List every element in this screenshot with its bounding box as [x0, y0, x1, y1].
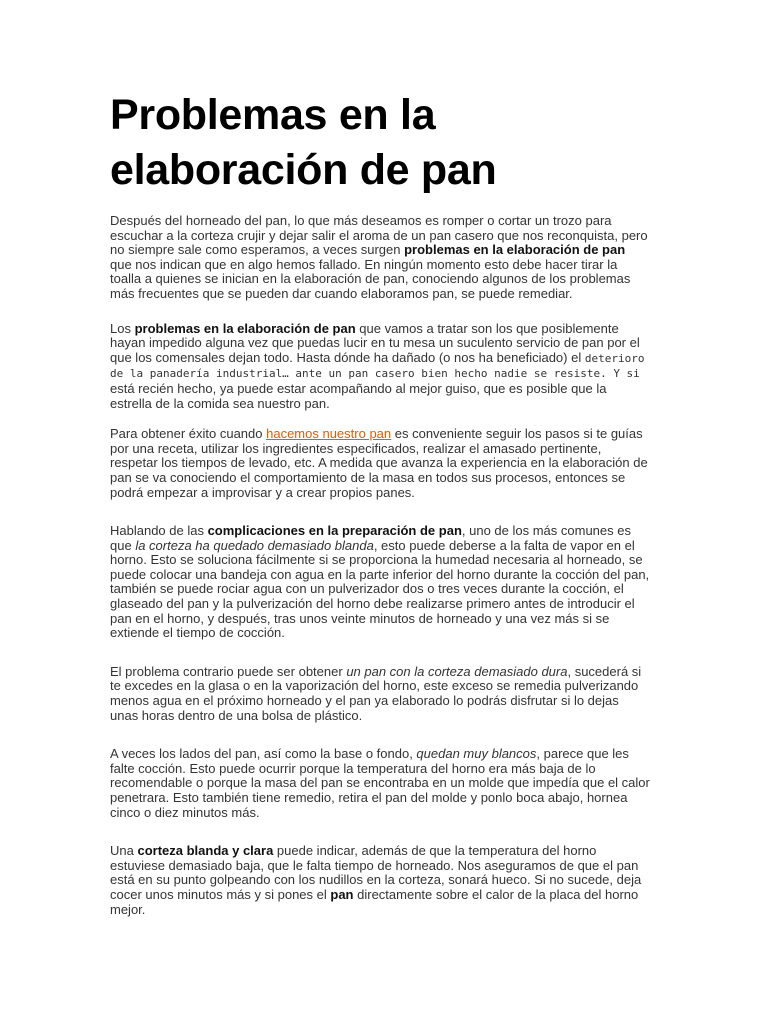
text-run: que nos indican que en algo hemos fallado. En ningún momento esto debe hacer tirar la toalla a quienes se inician en la elaboración de pan, conociendo algunos de los problemas más frecuentes que se pueden dar cuando elaboramos pan, se puede remediar.	[110, 256, 631, 301]
text-run: Los	[110, 320, 135, 336]
bold-text: problemas en la elaboración de pan	[404, 242, 626, 258]
text-run: , sucederá si te excedes en la glasa o en la vaporización del horno, este exceso se remedia pulverizando menos agua en el próximo horneado y el pan ya elaborado lo podrás disfrutar si lo dejas unas horas dentro de una bolsa de plástico.	[110, 663, 642, 723]
text-run: está recién hecho, ya puede estar acompañando al mejor guiso, que es posible que la estrella de la comida sea nuestro pan.	[110, 380, 607, 411]
text-run: Hablando de las	[110, 523, 208, 539]
bold-text: corteza blanda y clara	[137, 843, 274, 859]
italic-text: un pan con la corteza demasiado dura	[346, 663, 568, 679]
document-page	[110, 88, 650, 917]
text-run: , esto puede deberse a la falta de vapor en el horno. Esto se soluciona fácilmente si se proporciona la humedad necesaria al horneado, se puede colocar una bandeja con agua en la parte inferior del horno durante la cocción del pan, también se puede rociar agua con un pulverizador dos o tres veces durante la cocción, el glaseado del pan y la pulverización del horno debe realizarse primero antes de introducir el pan en el horno, y después, tras unos veinte minutos de horneado y una vez más si se extiende el tiempo de cocción.	[110, 537, 650, 641]
text-run: A veces los lados del pan, así como la base o fondo,	[110, 746, 417, 762]
page-title: Problemas en la elaboración de pan	[110, 91, 497, 194]
text-run: directamente sobre el calor de la placa del horno mejor.	[110, 886, 639, 917]
text-run: Después del horneado del pan, lo que más deseamos es romper o cortar un trozo para escuchar a la corteza crujir y dejar salir el aroma de un pan casero que nos reconquista, pero no siempre sale como esperamos, a veces surgen	[110, 213, 648, 258]
italic-text: la corteza ha quedado demasiado blanda	[135, 537, 374, 553]
paragraph-success	[110, 427, 650, 500]
paragraph-soft-crust	[110, 524, 650, 641]
paragraph-white-sides	[110, 747, 650, 820]
text-run: Para obtener éxito cuando	[110, 426, 267, 442]
bold-text: pan	[330, 886, 354, 902]
text-run: que vamos a tratar son los que posiblemente hayan impedido alguna vez que puedas lucir en tu mesa un suculento servicio de pan por el que los comensales dejan todo. Hasta dónde ha dañado (o nos ha beneficiado) el	[110, 320, 640, 365]
text-run: es conveniente seguir los pasos si te guías por una receta, utilizar los ingredientes especificados, realizar el amasado pertinente, respetar los tiempos de levado, etc. A medida que avanza la experiencia en la elaboración de pan se va conociendo el comportamiento de la masa en todos sus procesos, entonces se podrá empezar a improvisar y a crear propios panes.	[110, 426, 648, 500]
bold-text: problemas en la elaboración de pan	[134, 320, 356, 336]
hacemos-nuestro-pan-link[interactable]: hacemos nuestro pan	[266, 426, 392, 442]
text-run: puede indicar, además de que la temperatura del horno estuviese demasiado baja, que le falta tiempo de horneado. Nos aseguramos de que el pan está en su punto golpeando con los nudillos en la corteza, sonará hueco. Si no sucede, deja cocer unos minutos más y si pones el	[110, 843, 642, 902]
paragraph-intro	[110, 214, 650, 302]
text-run: , parece que les falte cocción. Esto puede ocurrir porque la temperatura del horno era más baja de lo recomendable o porque la masa del pan se encontraba en un molde que impedía que el calor penetrara. Esto también tiene remedio, retira el pan del molde y ponlo boca abajo, hornea cinco o diez minutos más.	[110, 746, 650, 820]
italic-text: quedan muy blancos	[416, 746, 537, 762]
bold-text: complicaciones en la preparación de pan	[207, 523, 462, 539]
text-run: Una	[110, 843, 138, 859]
paragraph-pale-crust	[110, 844, 650, 917]
monospace-text: deterioro de la panadería industrial… ante un pan casero bien hecho nadie se resiste. Y si	[110, 351, 645, 381]
text-run: El problema contrario puede ser obtener	[110, 663, 347, 679]
text-run: , uno de los más comunes es que	[110, 523, 631, 553]
paragraph-problems	[110, 322, 650, 412]
paragraph-hard-crust	[110, 665, 650, 723]
